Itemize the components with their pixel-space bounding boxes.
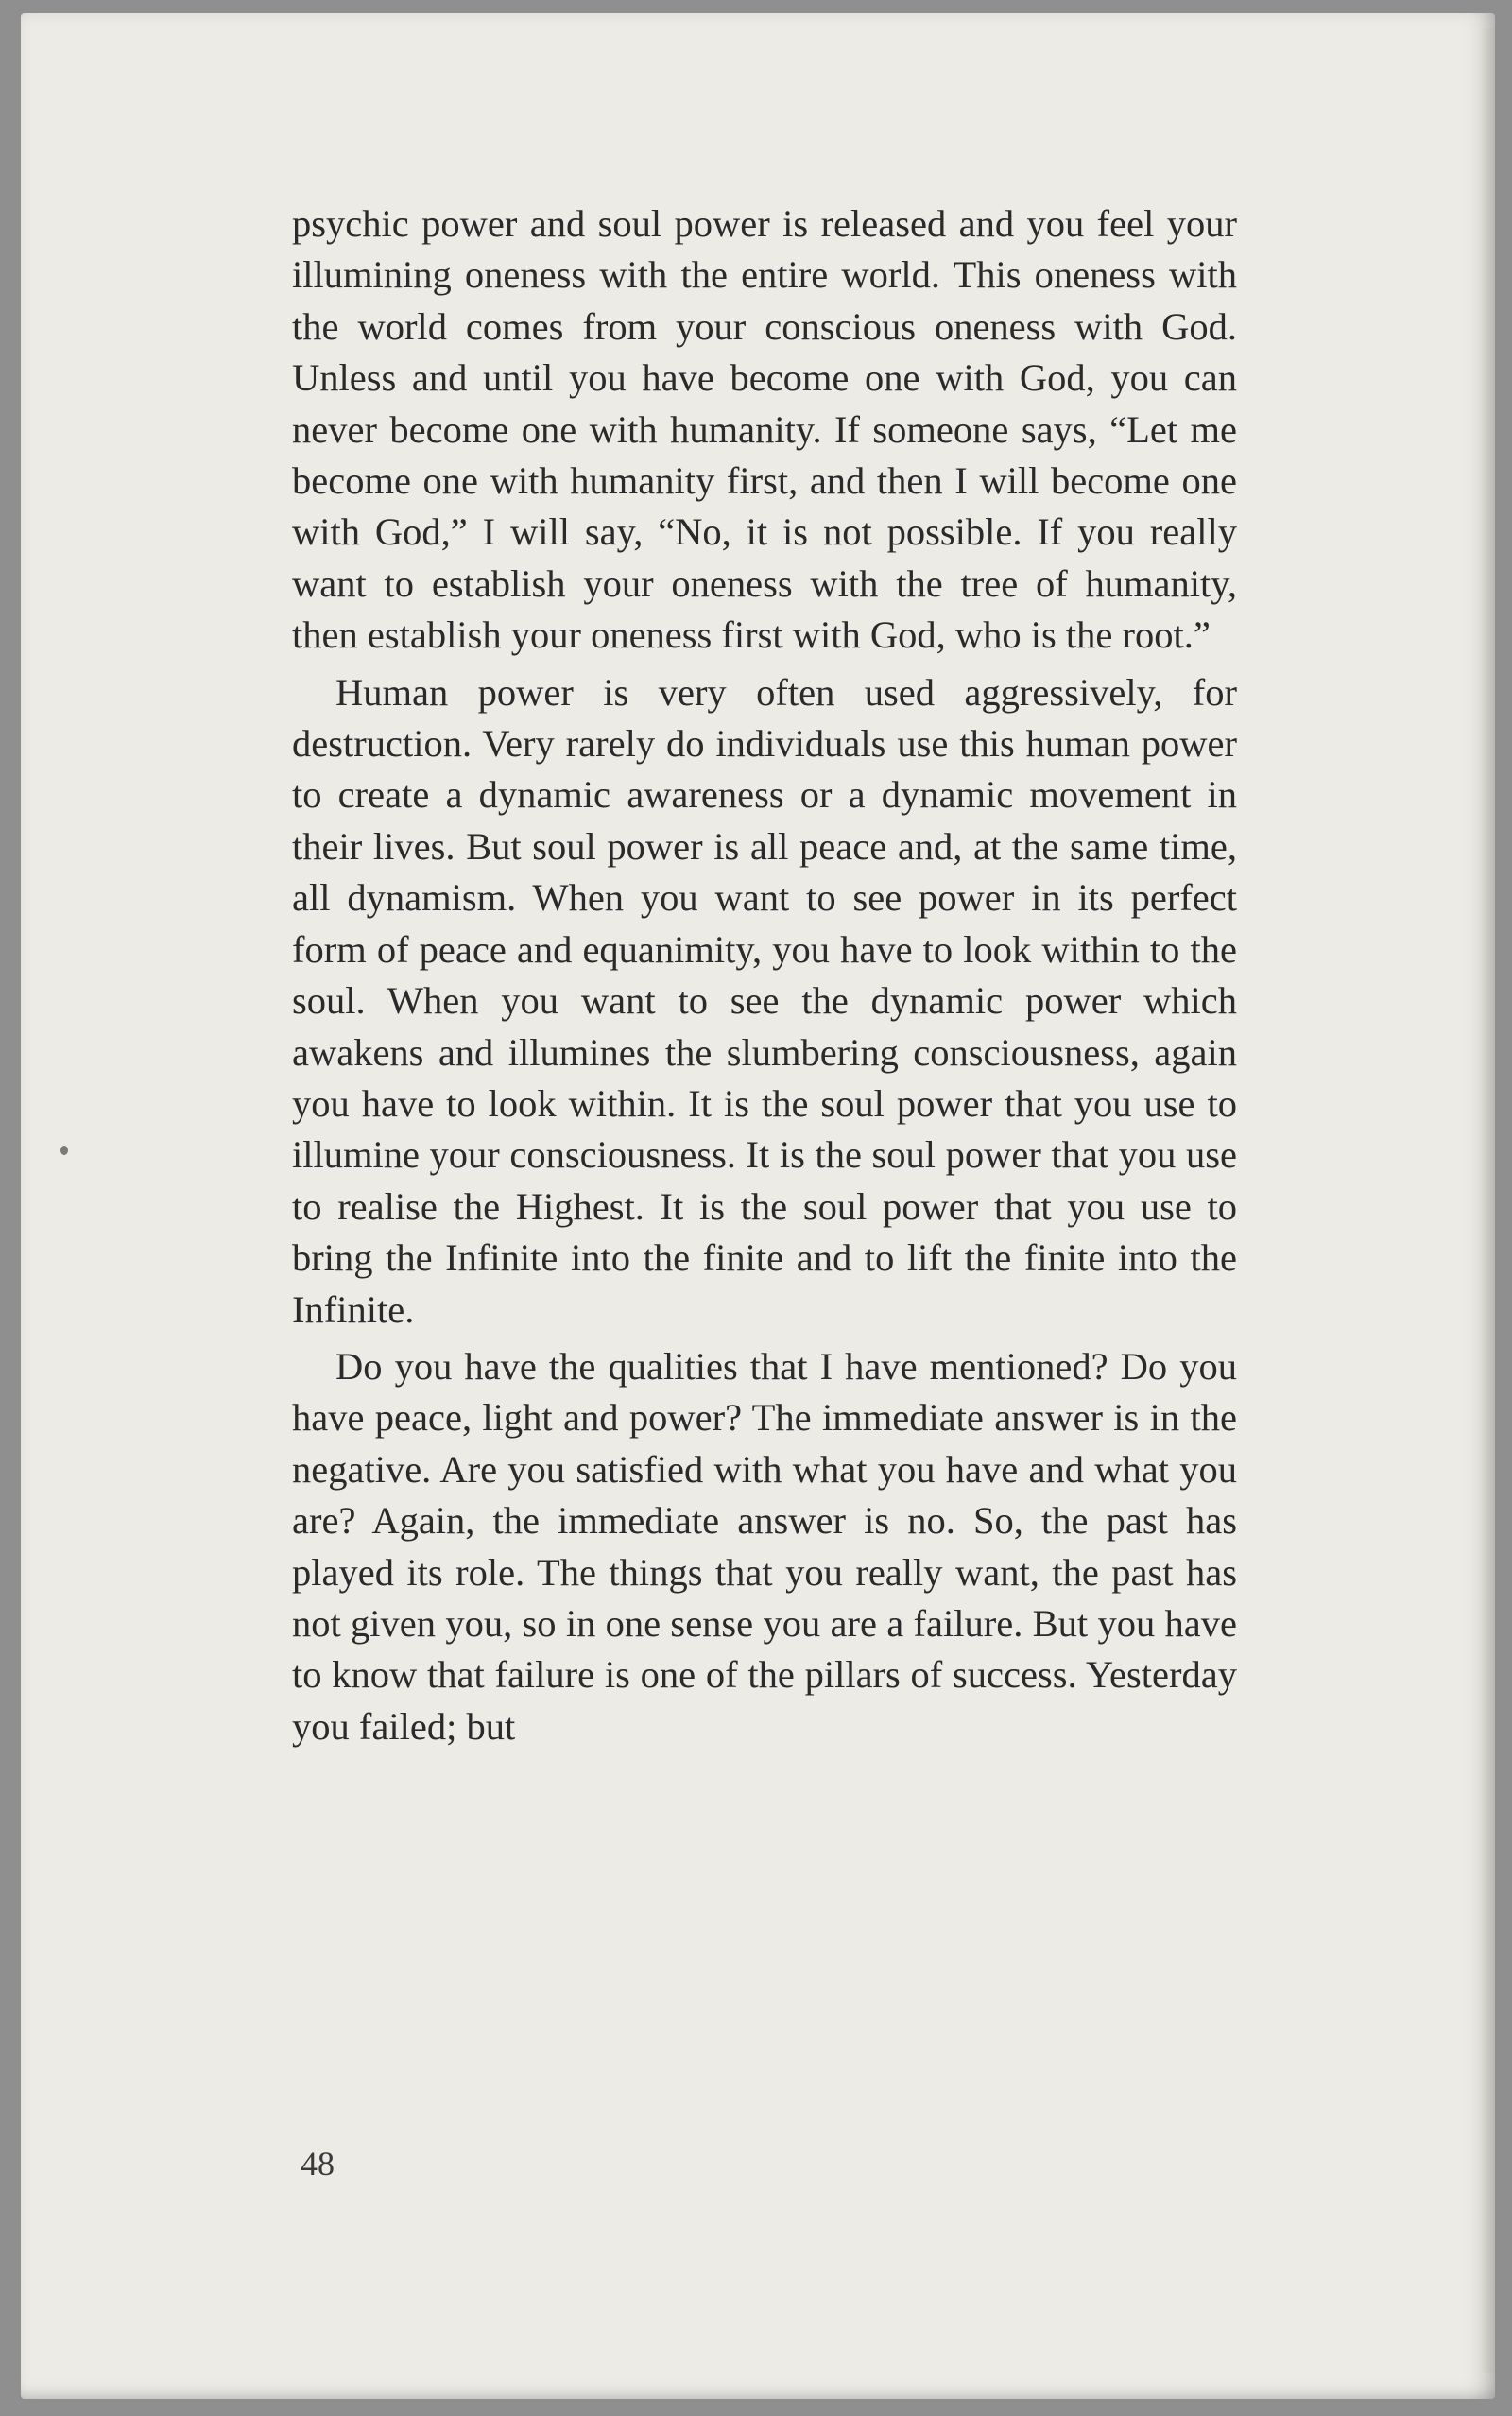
paragraph-human-power: Human power is very often used aggressively, for destruction. Very rarely do individuals use this human power to create a dynamic awareness or a dynamic movement in their lives. But soul power is all peace and, at the same time, all dynamism. When you want to see power in its perfect form of peace and equanimity, you have to look within to the soul. When you want to see the dynamic power which awakens and illumines the slumbering consciousness, again you have to look within. It is the soul power that you use to illumine your consciousness. It is the soul power that you use to realise the Highest. It is the soul power that you use to bring the Infinite into the finite and to lift the finite into the Infinite. <box>292 670 1237 1331</box>
page-edge <box>1482 28 1495 2373</box>
body-text <box>292 198 1237 1752</box>
paragraph-qualities: Do you have the qualities that I have mentioned? Do you have peace, light and power? The immediate answer is in the negative. Are you satisfied with what you have and what you are? Again, the immediate answer is no. So, the past has played its role. The things that you really want, the past has not given you, so in one sense you are a failure. But you have to know that failure is one of the pillars of success. Yesterday you failed; but <box>292 1344 1237 1748</box>
paper-speck <box>60 1146 68 1155</box>
page-number: 48 <box>301 2145 335 2183</box>
paragraph-continued: psychic power and soul power is released and you feel your illumining oneness with the entire world. This oneness with the world comes from your conscious oneness with God. Unless and until you have become one with God, you can never become one with humanity. If someone says, “Let me become one with humanity first, and then I will become one with God,” I will say, “No, it is not possible. If you really want to establish your oneness with the tree of humanity, then establish your oneness first with God, who is the root.” <box>292 202 1237 657</box>
